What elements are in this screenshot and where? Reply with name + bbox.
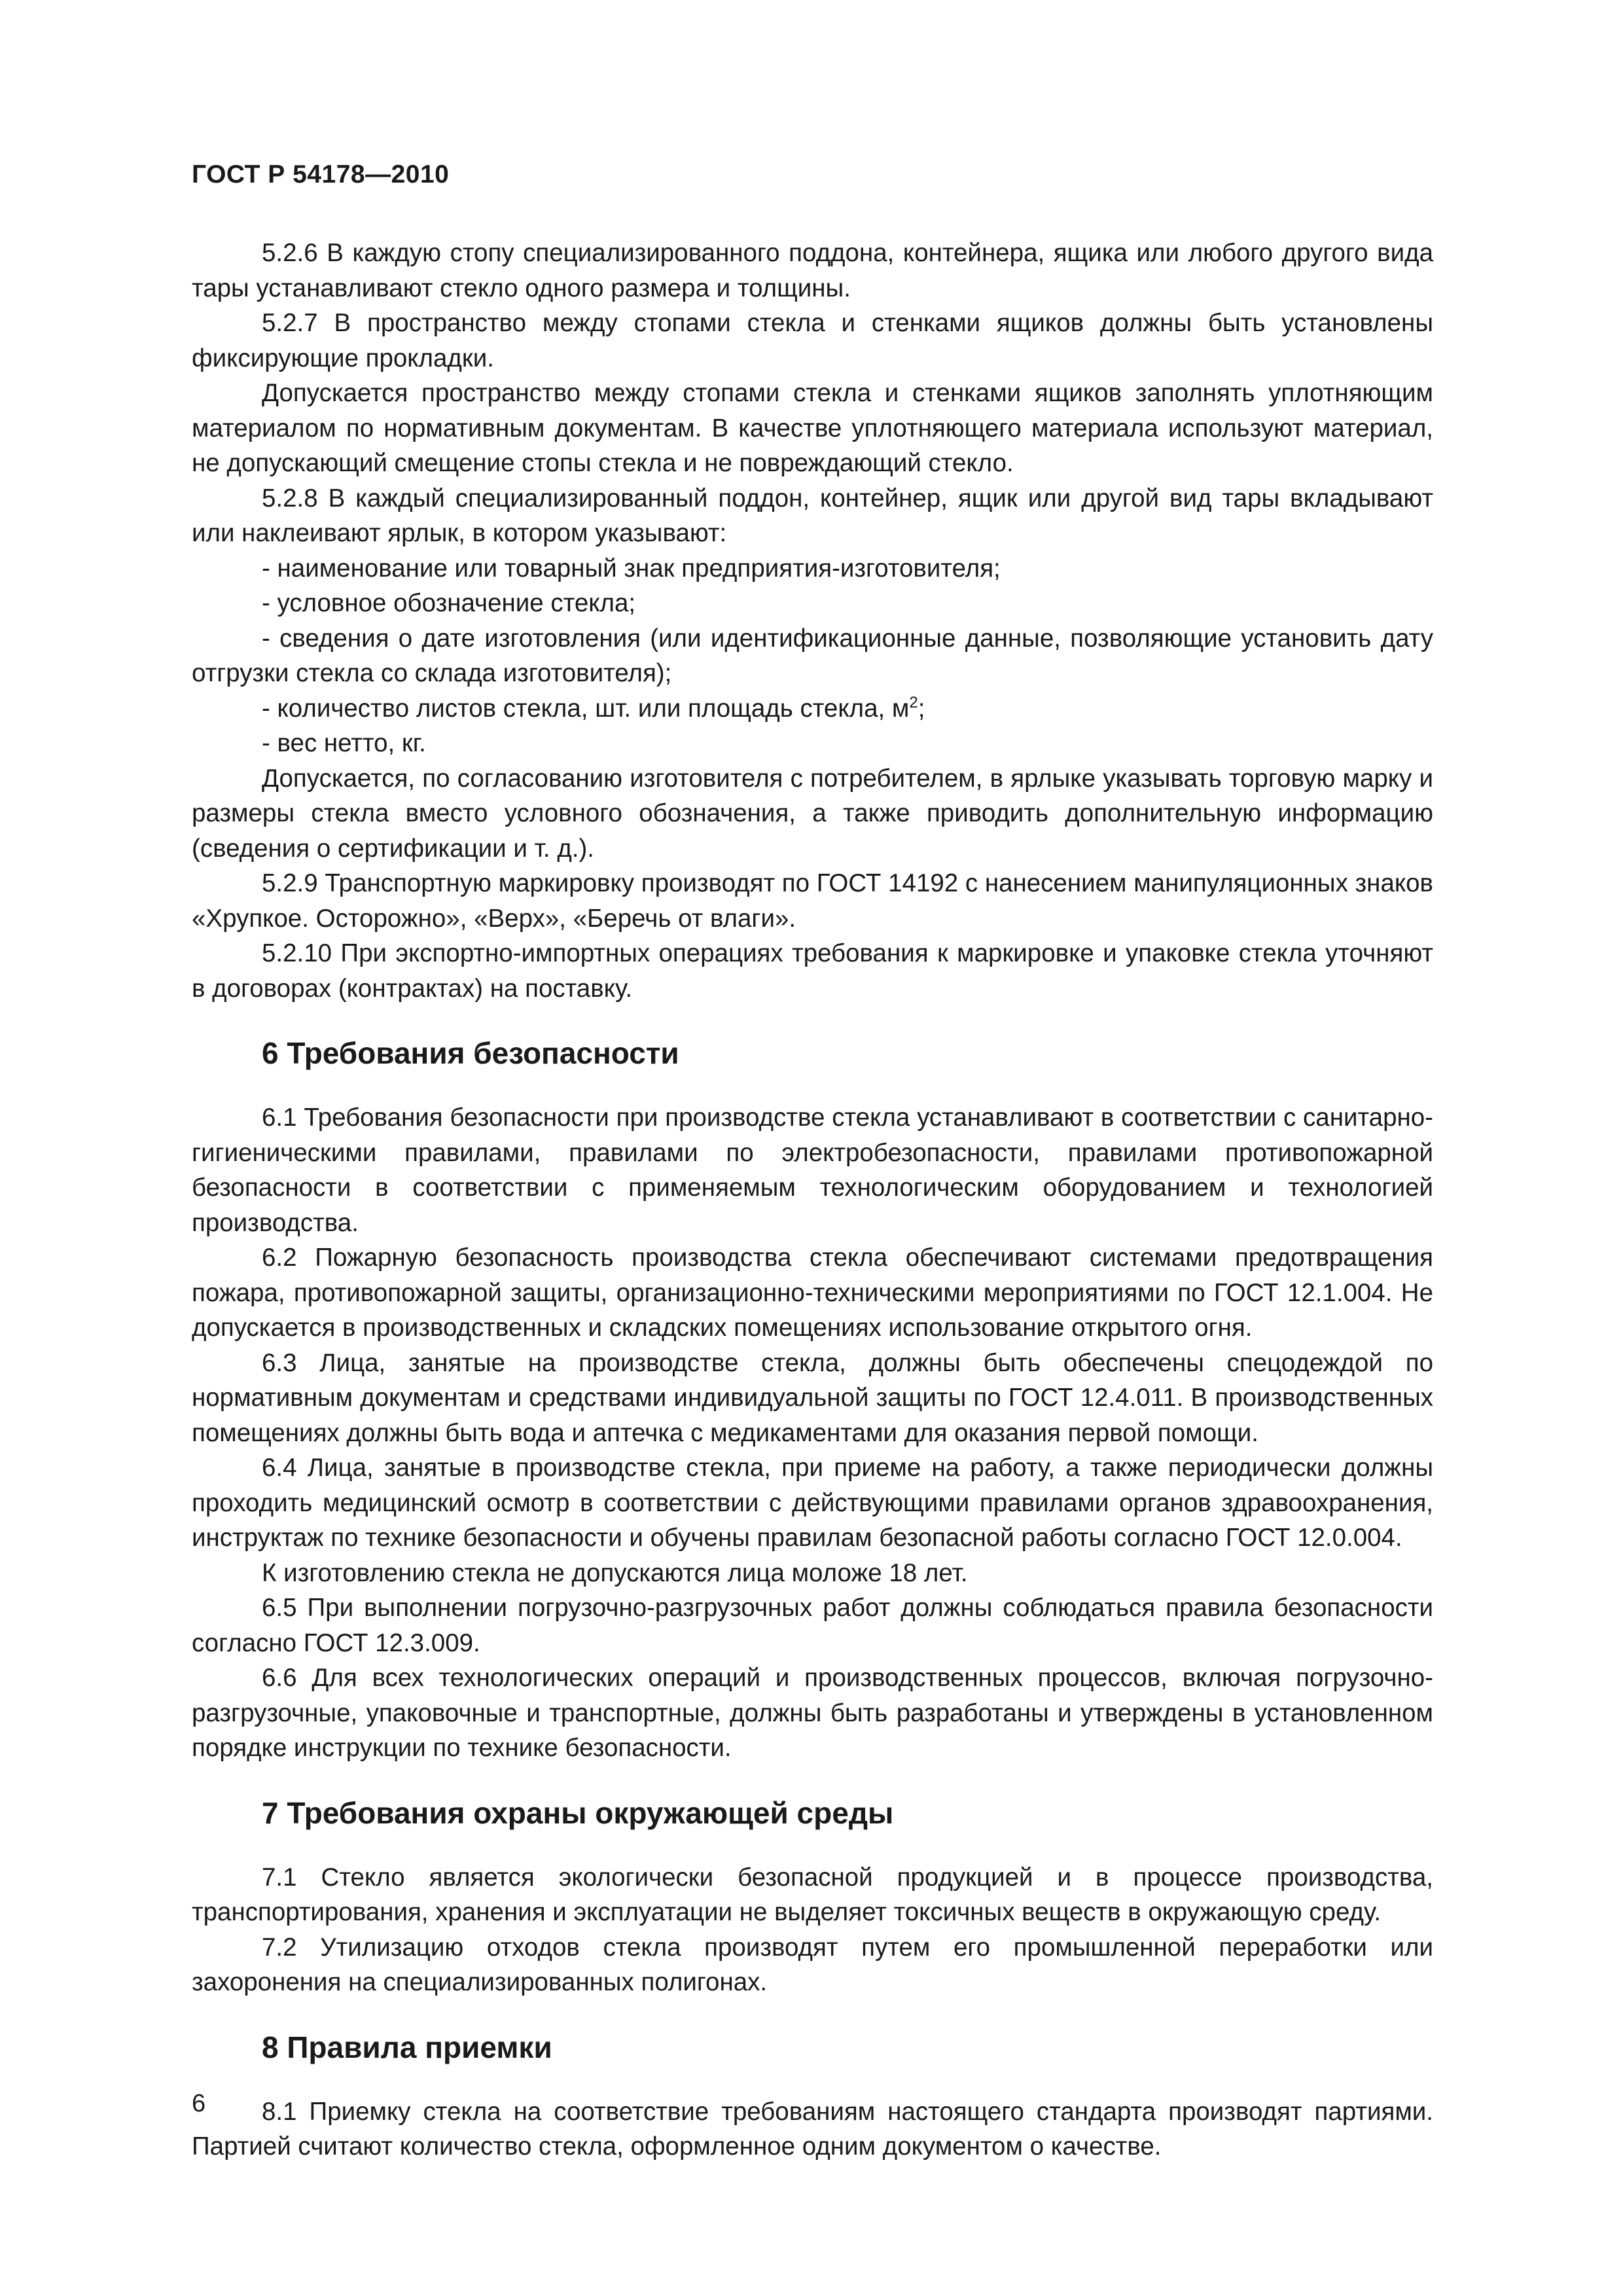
paragraph-5-2-7: 5.2.7 В пространство между стопами стекла и стенками ящиков должны быть установлены фиксирующие прокладки. bbox=[192, 309, 1433, 372]
page-number: 6 bbox=[192, 2090, 206, 2117]
paragraph-6-2: 6.2 Пожарную безопасность производства стекла обеспечивают системами предотвращения пожара, противопожарной защиты, организационно-техническими мероприятиями по ГОСТ 12.1.004. Не допускается в производственных и складских помещениях использование открытого огня. bbox=[192, 1244, 1433, 1342]
section-8-title: 8 Правила приемки bbox=[262, 2030, 552, 2064]
list-item-quantity bbox=[192, 691, 1433, 726]
paragraph-7-1: 7.1 Стекло является экологически безопасной продукцией и в процессе производства, транспортирования, хранения и эксплуатации не выделяет токсичных веществ в окружающую среду. bbox=[192, 1863, 1433, 1926]
section-7-title: 7 Требования охраны окружающей среды bbox=[262, 1795, 894, 1830]
paragraph-6-1: 6.1 Требования безопасности при производстве стекла устанавливают в соответствии с санитарно-гигиеническими правилами, правилами по электробезопасности, правилами противопожарной безопасности в соответствии с применяемым технологическим оборудованием и технологией производства. bbox=[192, 1103, 1433, 1237]
list-item-weight: - вес нетто, кг. bbox=[262, 729, 426, 757]
paragraph-7-2: 7.2 Утилизацию отходов стекла производят путем его промышленной переработки или захоронения на специализированных полигонах. bbox=[192, 1933, 1433, 1996]
paragraph-5-2-8-note: Допускается, по согласованию изготовителя с потребителем, в ярлыке указывать торговую марку и размеры стекла вместо условного обозначения, а также приводить дополнительную информацию (сведения о сертификации и т. д.). bbox=[192, 764, 1433, 863]
paragraph-6-5: 6.5 При выполнении погрузочно-разгрузочных работ должны соблюдаться правила безопасности согласно ГОСТ 12.3.009. bbox=[192, 1594, 1433, 1657]
quantity-text: - количество листов стекла, шт. или площадь стекла, м bbox=[262, 694, 910, 723]
paragraph-6-3: 6.3 Лица, занятые на производстве стекла, должны быть обеспечены спецодеждой по нормативным документам и средствами индивидуальной защиты по ГОСТ 12.4.011. В производственных помещениях должны быть вода и аптечка с медикаментами для оказания первой помощи. bbox=[192, 1348, 1433, 1447]
paragraph-5-2-8: 5.2.8 В каждый специализированный поддон, контейнер, ящик или другой вид тары вкладывают или наклеивают ярлык, в котором указывают: bbox=[192, 484, 1433, 547]
list-item-date: - сведения о дате изготовления (или идентификационные данные, позволяющие установить дату отгрузки стекла со склада изготовителя); bbox=[192, 624, 1433, 687]
paragraph-5-2-10: 5.2.10 При экспортно-импортных операциях требования к маркировке и упаковке стекла уточняют в договорах (контрактах) на поставку. bbox=[192, 939, 1433, 1003]
paragraph-8-1: 8.1 Приемку стекла на соответствие требованиям настоящего стандарта производят партиями. Партией считают количество стекла, оформленное одним документом о качестве. bbox=[192, 2097, 1433, 2161]
paragraph-5-2-6: 5.2.6 В каждую стопу специализированного поддона, контейнера, ящика или любого другого вида тары устанавливают стекло одного размера и толщины. bbox=[192, 239, 1433, 302]
paragraph-6-4: 6.4 Лица, занятые в производстве стекла, при приеме на работу, а также периодически должны проходить медицинский осмотр в соответствии с действующими правилами органов здравоохранения, инструктаж по технике безопасности и обучены правилам безопасной работы согласно ГОСТ 12.0.004. bbox=[192, 1454, 1433, 1552]
paragraph-5-2-9: 5.2.9 Транспортную маркировку производят по ГОСТ 14192 с нанесением манипуляционных знаков «Хрупкое. Осторожно», «Верх», «Беречь от влаги». bbox=[192, 869, 1433, 933]
paragraph-6-6: 6.6 Для всех технологических операций и производственных процессов, включая погрузочно-разгрузочные, упаковочные и транспортные, должны быть разработаны и утверждены в установленном порядке инструкции по технике безопасности. bbox=[192, 1664, 1433, 1762]
list-item-manufacturer: - наименование или товарный знак предприятия-изготовителя; bbox=[262, 554, 1001, 583]
document-body bbox=[192, 236, 1433, 2164]
section-6-title: 6 Требования безопасности bbox=[262, 1036, 679, 1070]
paragraph-5-2-7-note: Допускается пространство между стопами стекла и стенками ящиков заполнять уплотняющим материалом по нормативным документам. В качестве уплотняющего материала используют материал, не допускающий смещение стопы стекла и не повреждающий стекло. bbox=[192, 379, 1433, 477]
paragraph-6-4-note: К изготовлению стекла не допускаются лица моложе 18 лет. bbox=[262, 1558, 968, 1587]
quantity-end: ; bbox=[918, 694, 925, 723]
document-header: ГОСТ Р 54178—2010 bbox=[192, 160, 450, 188]
list-item-designation: - условное обозначение стекла; bbox=[262, 589, 636, 617]
quantity-superscript: 2 bbox=[909, 693, 918, 711]
